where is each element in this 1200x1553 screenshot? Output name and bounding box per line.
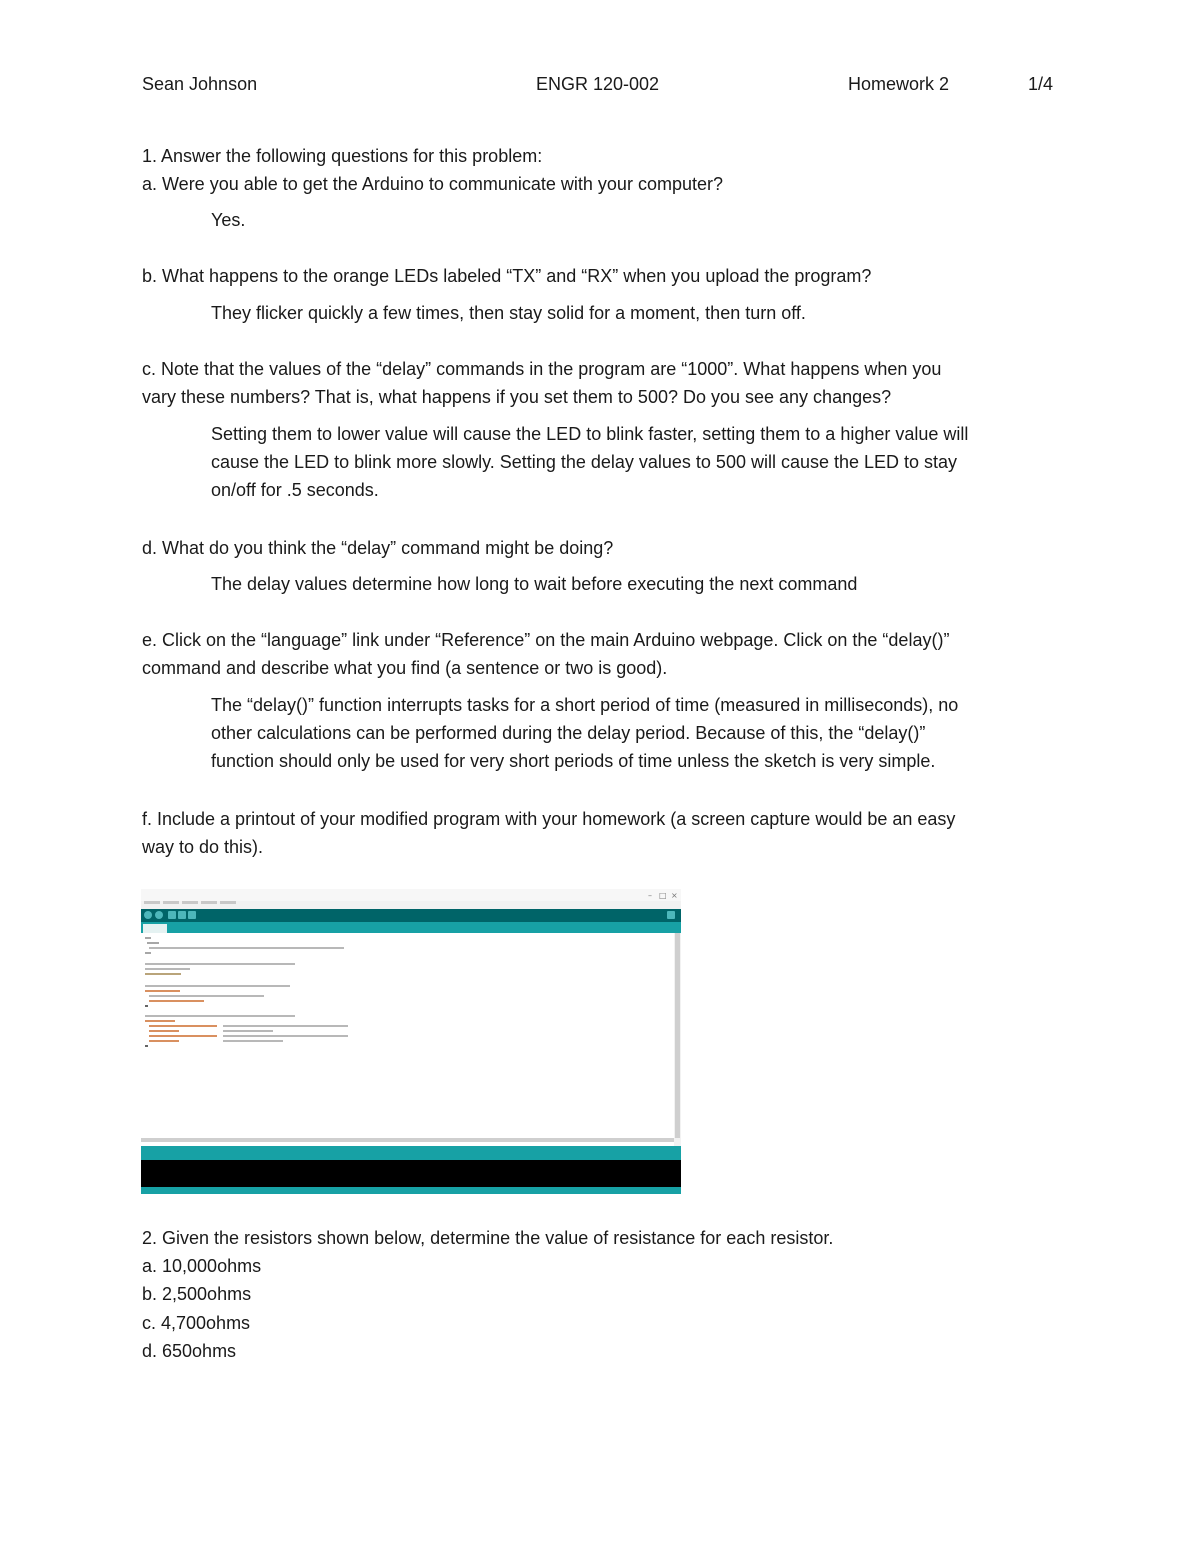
q1f-question-line1: f. Include a printout of your modified program with your homework (a screen capture would be an easy: [142, 809, 956, 829]
horizontal-scrollbar: [141, 1138, 674, 1142]
save-icon: [188, 911, 196, 919]
q1f-question-line2: way to do this).: [142, 837, 264, 857]
q2c-answer: c. 4,700ohms: [142, 1313, 251, 1333]
q1e-question-line2: command and describe what you find (a sentence or two is good).: [142, 658, 668, 678]
menu-item: [201, 901, 217, 904]
q2d-answer: d. 650ohms: [142, 1341, 237, 1361]
upload-icon: [155, 911, 163, 919]
q2b-answer: b. 2,500ohms: [142, 1284, 252, 1304]
console-output: [141, 1160, 681, 1187]
minimize-icon: –: [648, 891, 652, 900]
menu-item: [220, 901, 236, 904]
page-number: 1/4: [1028, 74, 1054, 94]
maximize-icon: □: [659, 891, 667, 900]
q2a-answer: a. 10,000ohms: [142, 1256, 262, 1276]
course-code: ENGR 120-002: [536, 74, 660, 94]
verify-icon: [144, 911, 152, 919]
menu-item: [163, 901, 179, 904]
q1e-answer-line2: other calculations can be performed during the delay period. Because of this, the “delay()”: [211, 723, 926, 743]
menu-item: [182, 901, 198, 904]
author-name: Sean Johnson: [142, 74, 258, 94]
new-icon: [168, 911, 176, 919]
open-icon: [178, 911, 186, 919]
q1b-answer: They flicker quickly a few times, then stay solid for a moment, then turn off.: [211, 303, 806, 323]
q1e-answer-line1: The “delay()” function interrupts tasks for a short period of time (measured in milliseconds), no: [211, 695, 959, 715]
q1-prompt: 1. Answer the following questions for this problem:: [142, 146, 543, 166]
q1a-question: a. Were you able to get the Arduino to communicate with your computer?: [142, 174, 723, 194]
vertical-scrollbar: [675, 933, 680, 1138]
sketch-tab: [143, 924, 167, 933]
console-header: [141, 1146, 681, 1160]
q1d-question: d. What do you think the “delay” command might be doing?: [142, 538, 614, 558]
q2-prompt: 2. Given the resistors shown below, determine the value of resistance for each resistor.: [142, 1228, 834, 1248]
ide-tabbar: [141, 922, 681, 933]
q1a-answer: Yes.: [211, 210, 246, 230]
assignment-title: Homework 2: [848, 74, 950, 94]
arduino-ide-screenshot: [141, 889, 681, 1194]
q1c-answer-line2: cause the LED to blink more slowly. Setting the delay values to 500 will cause the LED to stay: [211, 452, 958, 472]
ide-toolbar: [141, 909, 681, 922]
serial-monitor-icon: [667, 911, 675, 919]
close-icon: ×: [671, 891, 678, 900]
q1c-question-line2: vary these numbers? That is, what happens if you set them to 500? Do you see any changes?: [142, 387, 892, 407]
q1c-answer-line3: on/off for .5 seconds.: [211, 480, 379, 500]
q1c-question-line1: c. Note that the values of the “delay” commands in the program are “1000”. What happens when you: [142, 359, 942, 379]
q1e-answer-line3: function should only be used for very short periods of time unless the sketch is very simple.: [211, 751, 936, 771]
status-bar: [141, 1187, 681, 1194]
menu-item: [144, 901, 160, 904]
q1e-question-line1: e. Click on the “language” link under “Reference” on the main Arduino webpage. Click on the “delay()”: [142, 630, 950, 650]
q1c-answer-line1: Setting them to lower value will cause the LED to blink faster, setting them to a higher value will: [211, 424, 969, 444]
q1b-question: b. What happens to the orange LEDs labeled “TX” and “RX” when you upload the program?: [142, 266, 872, 286]
ide-titlebar: [141, 889, 681, 901]
q1d-answer: The delay values determine how long to wait before executing the next command: [211, 574, 858, 594]
